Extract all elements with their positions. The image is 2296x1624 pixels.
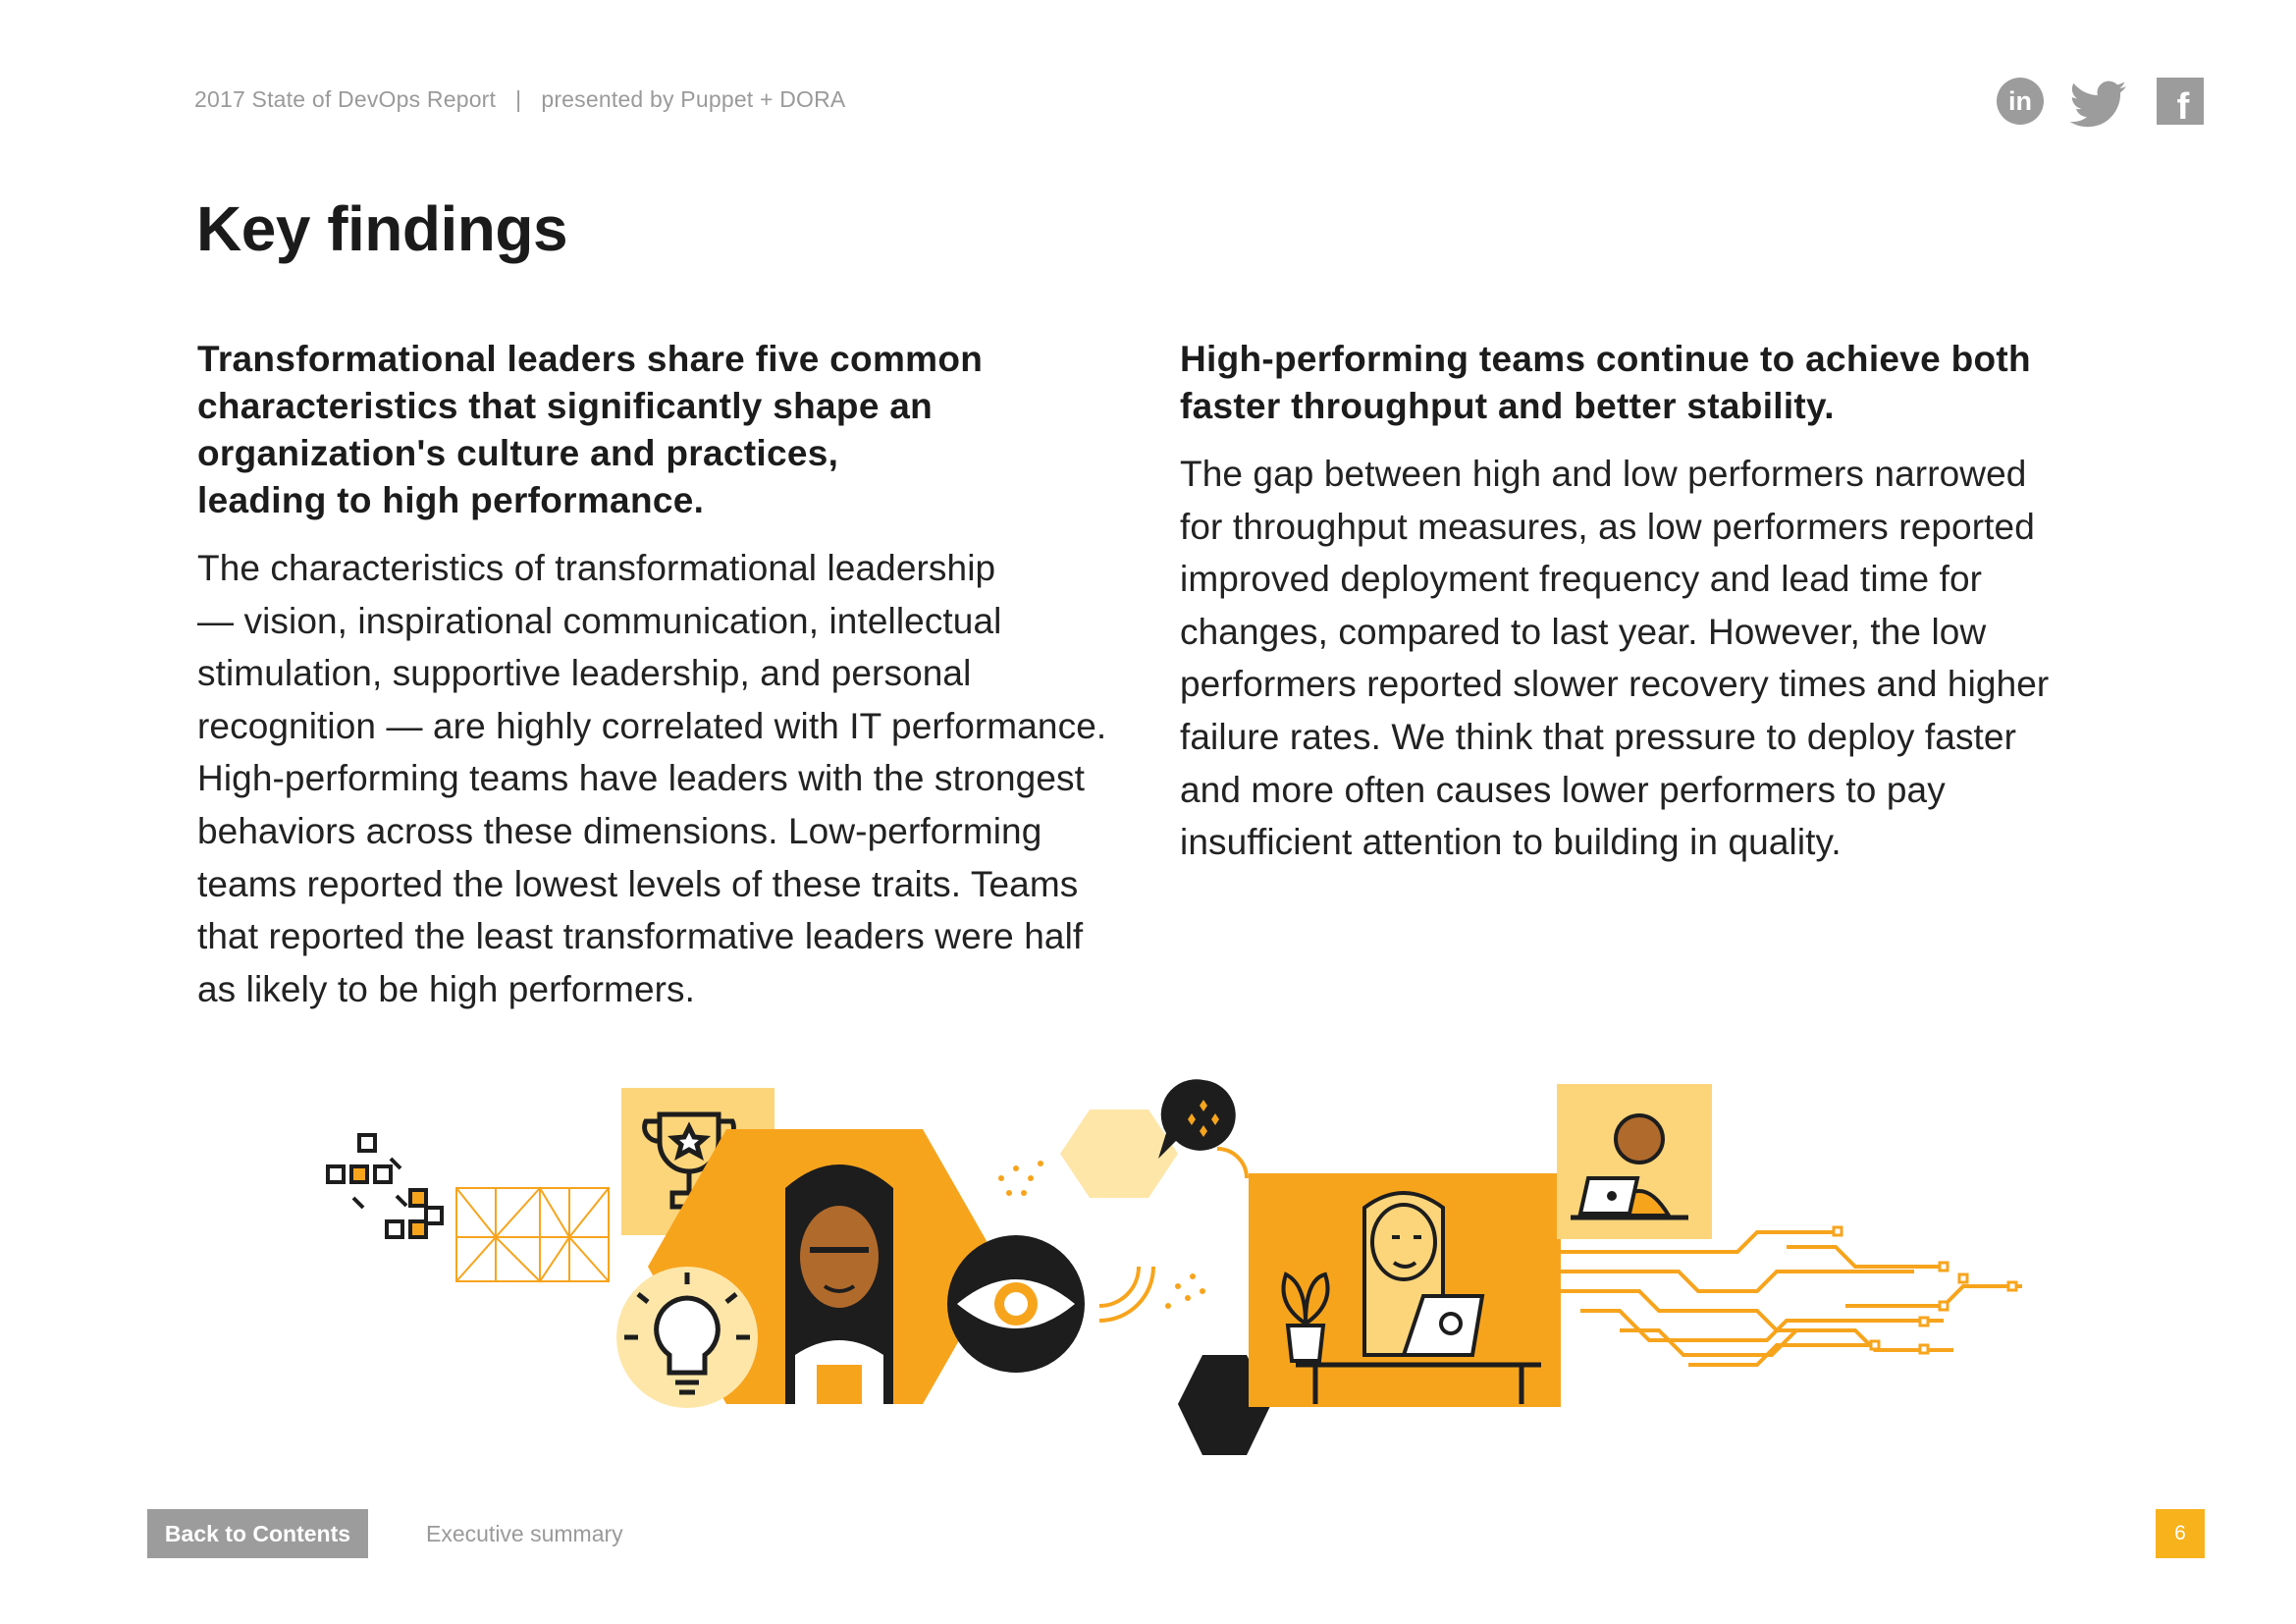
facebook-icon[interactable] <box>2156 75 2205 128</box>
body-line: The gap between high and low performers narrowed <box>1180 454 2027 494</box>
leadership-illustration <box>314 1070 2042 1463</box>
heading-line: characteristics that significantly shape an <box>197 386 934 426</box>
triangle-mesh <box>456 1188 609 1281</box>
eye-icon <box>947 1235 1085 1373</box>
linkedin-icon[interactable] <box>1996 75 2045 128</box>
woman-portrait <box>785 1164 893 1404</box>
page-number: 6 <box>2156 1509 2205 1558</box>
report-header <box>194 86 845 113</box>
pixel-blocks-icon <box>328 1135 442 1237</box>
body-line: and more often causes lower performers to pay <box>1180 769 1946 810</box>
body-line: changes, compared to last year. However, the low <box>1180 611 1987 652</box>
header-separator: | <box>515 86 522 112</box>
facebook-glyph: f <box>2176 86 2190 128</box>
back-to-contents-button[interactable]: Back to Contents <box>147 1509 368 1558</box>
body-line: insufficient attention to building in quality. <box>1180 822 1842 863</box>
body-line: recognition — are highly correlated with IT performance. <box>197 705 1107 746</box>
finding-body <box>1180 448 2112 869</box>
heading-line: Transformational leaders share five common <box>197 339 984 379</box>
heading-line: organization's culture and practices, <box>197 433 839 473</box>
finding-heading <box>197 336 1140 524</box>
finding-body <box>197 542 1140 1015</box>
body-line: behaviors across these dimensions. Low-performing <box>197 810 1042 851</box>
linkedin-glyph: in <box>2008 86 2032 116</box>
heading-line: faster throughput and better stability. <box>1180 386 1835 426</box>
body-line: improved deployment frequency and lead time for <box>1180 559 1983 600</box>
body-line: — vision, inspirational communication, intellectual <box>197 600 1002 641</box>
page-title: Key findings <box>196 193 568 264</box>
heading-line: High-performing teams continue to achieve both <box>1180 339 2031 379</box>
body-line: as likely to be high performers. <box>197 968 696 1009</box>
body-line: teams reported the lowest levels of these traits. Teams <box>197 863 1079 904</box>
body-line: High-performing teams have leaders with the strongest <box>197 758 1086 799</box>
finding-leadership <box>197 336 1140 1015</box>
body-line: stimulation, supportive leadership, and personal <box>197 653 972 694</box>
body-line: for throughput measures, as low performers reported <box>1180 506 2035 547</box>
circuit-lines <box>1561 1232 2022 1365</box>
sparkle-bubble-icon <box>1158 1079 1236 1159</box>
heading-line: leading to high performance. <box>197 480 705 520</box>
body-line: The characteristics of transformational leadership <box>197 548 996 588</box>
twitter-icon[interactable] <box>2067 75 2130 128</box>
body-line: that reported the least transformative leaders were half <box>197 916 1084 957</box>
finding-throughput <box>1180 336 2112 869</box>
section-link[interactable]: Executive summary <box>426 1521 623 1546</box>
presented-by: presented by Puppet + DORA <box>541 86 846 112</box>
body-line: failure rates. We think that pressure to deploy faster <box>1180 716 2017 757</box>
body-line: performers reported slower recovery times and higher <box>1180 664 2050 705</box>
report-title: 2017 State of DevOps Report <box>194 86 497 112</box>
finding-heading <box>1180 336 2112 430</box>
